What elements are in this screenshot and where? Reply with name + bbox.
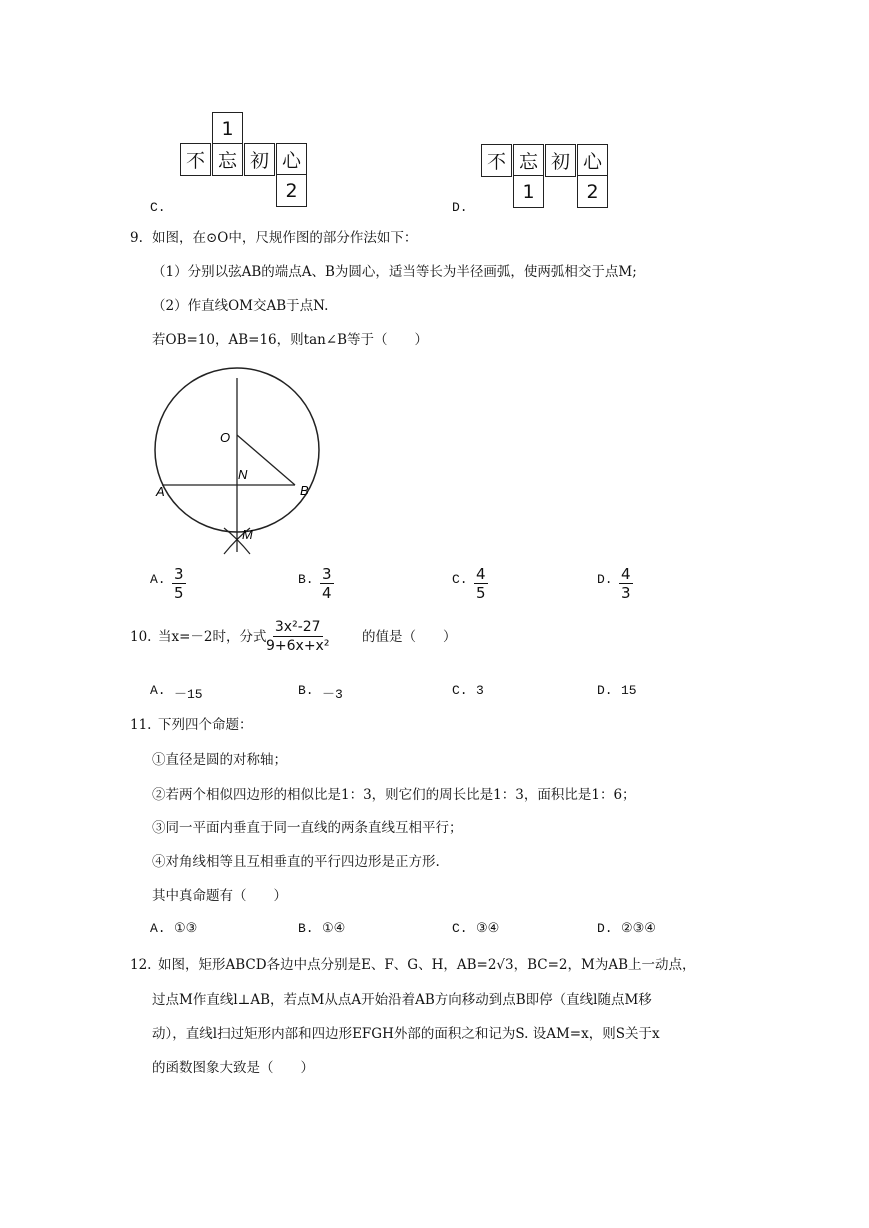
q9-circle-figure — [140, 360, 350, 560]
fraction-denominator: 5 — [174, 584, 184, 602]
q8-option-d-label: D. — [452, 200, 468, 215]
label-o: O — [220, 430, 231, 445]
q9-option-d-label: D. — [597, 572, 613, 587]
q11-option-b-value: ①④ — [322, 921, 346, 936]
q9-option-a-label: A. — [150, 572, 166, 587]
fraction-numerator: 4 — [621, 565, 631, 583]
net-d-cell-4: 心 — [577, 144, 608, 177]
q9-option-a-fraction — [172, 565, 186, 602]
q12-line-2: 过点M作直线l⊥AB，若点M从点A开始沿着AB方向移动到点B即停（直线l随点M移 — [152, 992, 652, 1008]
q10-option-d-label: D. — [597, 683, 613, 698]
q11-number: 11. — [130, 717, 152, 733]
fraction-denominator: 4 — [322, 584, 332, 602]
q10-prefix: 当x=－2时，分式 — [158, 629, 267, 645]
q10-option-b-value: －3 — [322, 687, 343, 702]
net-d-bottom-right-cell: 2 — [577, 175, 608, 208]
fraction-numerator: 3 — [174, 565, 184, 583]
q9-option-d-fraction — [619, 565, 633, 602]
q11-prop-4: ④对角线相等且互相垂直的平行四边形是正方形. — [152, 854, 440, 870]
q11-option-d-label: D. — [597, 921, 613, 936]
q12-number: 12. — [130, 957, 152, 973]
q11-option-a-label: A. — [150, 921, 166, 936]
fraction-denominator: 3 — [621, 584, 631, 602]
label-n: N — [238, 467, 248, 482]
q11-prop-2: ②若两个相似四边形的相似比是1：3，则它们的周长比是1：3，面积比是1：6； — [152, 787, 636, 803]
q11-prop-3: ③同一平面内垂直于同一直线的两条直线互相平行； — [152, 820, 463, 836]
fraction-denominator: 9+6x+x² — [266, 638, 330, 654]
q9-option-b-label: B. — [298, 572, 314, 587]
net-c-cell-2: 忘 — [212, 143, 243, 176]
q11-option-c-value: ③④ — [476, 921, 500, 936]
q9-question: 若OB=10，AB=16，则tan∠B等于（ ） — [152, 332, 429, 348]
fraction-denominator: 5 — [476, 584, 486, 602]
q11-prop-1: ①直径是圆的对称轴； — [152, 752, 287, 768]
net-c-cell-1: 不 — [180, 143, 211, 176]
q11-intro: 下列四个命题： — [158, 717, 253, 733]
net-c-bottom-cell: 2 — [276, 174, 307, 207]
net-d-cell-2: 忘 — [513, 144, 544, 177]
q10-suffix: 的值是（ ） — [362, 629, 457, 645]
q11-option-d-value: ②③④ — [621, 921, 656, 936]
q10-option-c-label: C. — [452, 683, 468, 698]
net-c-cell-3: 初 — [244, 143, 275, 176]
net-d-cell-1: 不 — [481, 144, 512, 177]
q11-option-c-label: C. — [452, 921, 468, 936]
fraction-numerator: 3 — [322, 565, 332, 583]
label-m: M — [242, 527, 253, 542]
net-d-bottom-left-cell: 1 — [513, 175, 544, 208]
fraction-numerator: 4 — [476, 565, 486, 583]
q9-step1: （1）分别以弦AB的端点A、B为圆心，适当等长为半径画弧，使两弧相交于点M; — [152, 264, 637, 280]
label-b: B — [300, 483, 309, 498]
fraction-numerator: 3x²-27 — [274, 619, 321, 635]
net-c-top-cell: 1 — [212, 112, 243, 145]
q11-option-b-label: B. — [298, 921, 314, 936]
q12-line-3: 动），直线l扫过矩形内部和四边形EFGH外部的面积之和记为S. 设AM=x，则S关于x — [152, 1026, 660, 1042]
q9-option-b-fraction — [320, 565, 334, 602]
q11-question: 其中真命题有（ ） — [152, 888, 287, 904]
q9-option-c-label: C. — [452, 572, 468, 587]
q10-option-a-value: －15 — [174, 687, 203, 702]
net-c-cell-4: 心 — [276, 143, 307, 176]
q10-number: 10. — [130, 629, 152, 645]
q10-option-a-label: A. — [150, 683, 166, 698]
q10-option-c-value: 3 — [476, 683, 484, 698]
label-a: A — [156, 484, 165, 499]
q12-line-1: 如图，矩形ABCD各边中点分别是E、F、G、H，AB=2√3，BC=2，M为AB上一动点， — [158, 957, 696, 973]
q10-option-d-value: 15 — [621, 683, 637, 698]
net-d-cell-3: 初 — [545, 144, 576, 177]
q8-option-c-label: C. — [150, 200, 166, 215]
q10-fraction — [264, 618, 331, 655]
q9-intro: 如图，在⊙O中，尺规作图的部分作法如下： — [152, 230, 418, 246]
q9-option-c-fraction — [474, 565, 488, 602]
q10-option-b-label: B. — [298, 683, 314, 698]
q9-number: 9. — [130, 230, 143, 246]
q9-step2: （2）作直线OM交AB于点N. — [152, 298, 329, 314]
q11-option-a-value: ①③ — [174, 921, 198, 936]
q12-line-4: 的函数图象大致是（ ） — [152, 1060, 314, 1076]
